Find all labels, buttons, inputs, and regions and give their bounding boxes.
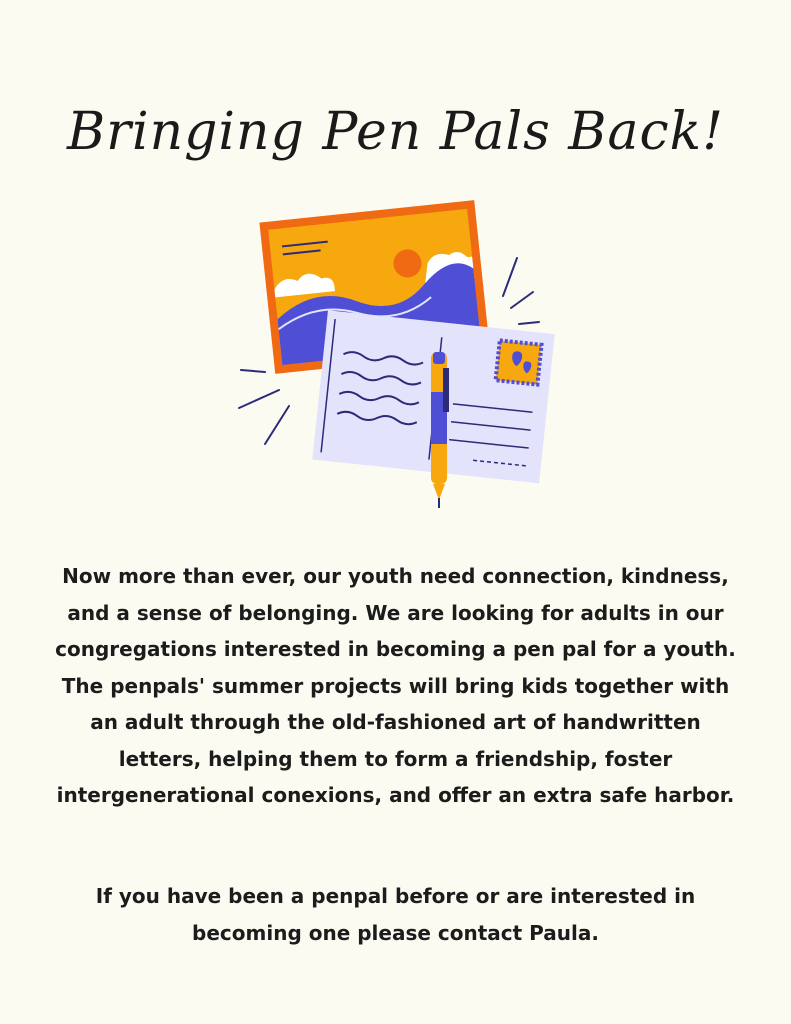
page-title: Bringing Pen Pals Back! — [66, 101, 725, 162]
contact-paragraph: If you have been a penpal before or are interested in becoming one please contact Paula. — [95, 884, 696, 945]
postcard-with-pen-illustration — [225, 200, 565, 520]
intro-paragraph: Now more than ever, our youth need connection, kindness, and a sense of belonging. We are looking for adults in our congregations interested in becoming a pen pal for a youth. The penpals' summer projects will bring kids together with an adult through the old-fashioned art of handwritten letters, helping them to form a friendship, foster intergenerational conexions, and offer an extra safe harbor. — [55, 564, 736, 807]
pen-icon — [431, 352, 449, 508]
